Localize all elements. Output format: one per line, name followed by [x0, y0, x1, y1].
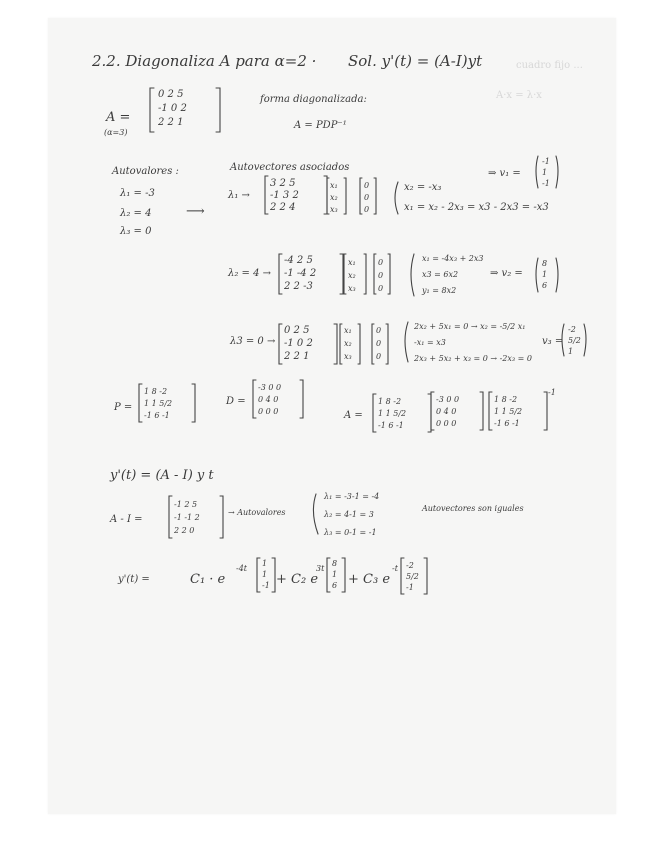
diagonal-form-equation: A = PDP⁻¹ [294, 120, 347, 131]
part2-note: Autovectores son iguales [422, 504, 524, 513]
eigenvalue-1: λ₁ = -3 [120, 188, 155, 199]
eigvec2-lambda: λ₂ = 4 → [228, 268, 272, 279]
eigvec2-zero-vector: 0 0 0 [378, 258, 384, 293]
eigvec1-zero-vector: 0 0 0 [364, 181, 370, 214]
eigvec3-matrix: 0 2 5 -1 0 2 2 2 1 [284, 325, 313, 362]
part2-a-minus-i-matrix: -1 2 5 -1 -1 2 2 2 0 [174, 500, 200, 535]
eigvec1-v-label: ⇒ v₁ = [488, 168, 521, 179]
notebook-page [48, 18, 616, 814]
matrix-a-label: A = [106, 110, 131, 125]
inverse-exponent: -1 [548, 388, 556, 397]
part2-eigenvalue-2: λ₂ = 4-1 = 3 [324, 510, 374, 519]
eigvec1-v-vector: -1 1 -1 [542, 157, 550, 188]
eigvec3-x-vector: x₁ x₂ x₃ [344, 326, 352, 361]
eigvec3-system-1: 2x₂ + 5x₁ = 0 → x₂ = -5/2 x₁ [414, 322, 526, 331]
term3-exponent: -t [392, 564, 398, 573]
matrix-a-right-bracket [216, 88, 220, 132]
part2-title: y'(t) = (A - I) y t [110, 468, 214, 483]
alpha-condition: (α=3) [104, 128, 128, 137]
eigvec3-system-2: -x₁ = x3 [414, 338, 446, 347]
eigvec1-system-2: x₁ = x₂ - 2x₃ = x3 - 2x3 = -x3 [404, 202, 549, 213]
eigenvectors-label: Autovectores asociados [230, 162, 350, 173]
matrix-a-left-bracket [150, 88, 154, 132]
eigvec3-v-label: v₃ = [542, 336, 564, 347]
eigvec3-lambda: λ3 = 0 → [230, 336, 276, 347]
term1-coefficient: C₁ · e [190, 572, 226, 587]
eigvec3-system-3: 2x₃ + 5x₂ + x₃ = 0 → -2x₃ = 0 [414, 354, 532, 363]
solution-line: Sol. y'(t) = (A-I)yt [348, 52, 483, 70]
matrix-d-body: -3 0 0 0 4 0 0 0 0 [258, 383, 282, 416]
part2-eigenvalue-3: λ₃ = 0-1 = -1 [324, 528, 377, 537]
eigvec1-matrix: 3 2 5 -1 3 2 2 2 4 [270, 178, 299, 213]
eigenvalue-3: λ₃ = 0 [120, 226, 152, 237]
part2-a-minus-i-label: A - I = [110, 514, 143, 525]
eigenvalue-2: λ₂ = 4 [120, 208, 152, 219]
exercise-title: 2.2. Diagonaliza A para α=2 · [92, 52, 317, 70]
a-decomposition-label: A = [344, 410, 363, 421]
term2-exponent: 3t [316, 564, 325, 573]
a-decomposition-d: -3 0 0 0 4 0 0 0 0 [436, 395, 460, 428]
eigvec2-system-2: x3 = 6x2 [422, 270, 459, 279]
handwritten-strokes [48, 18, 616, 814]
term1-exponent: -4t [236, 564, 248, 573]
term2-coefficient: + C₂ e [276, 572, 319, 587]
eigvec2-v-label: ⇒ v₂ = [490, 268, 523, 279]
a-decomposition-p: 1 8 -2 1 1 5/2 -1 6 -1 [378, 397, 407, 430]
eigvec1-system-1: x₂ = -x₃ [404, 182, 442, 193]
matrix-p-body: 1 8 -2 1 1 5/2 -1 6 -1 [144, 387, 173, 420]
bleed-through-text-2: A·x = λ·x [496, 90, 542, 101]
diagonal-form-label: forma diagonalizada: [260, 94, 367, 105]
eigvec2-system-1: x₁ = -4x₃ + 2x3 [422, 254, 484, 263]
general-solution-label: y'(t) = [118, 574, 150, 585]
part2-eigenvalue-1: λ₁ = -3-1 = -4 [324, 492, 380, 501]
eigenvalues-arrow: ⟶ [186, 204, 205, 219]
term2-vector: 8 1 6 [332, 559, 338, 590]
term3-vector: -2 5/2 -1 [406, 561, 419, 592]
matrix-d-label: D = [226, 396, 246, 407]
matrix-a-body: 0 2 5 -1 0 2 2 2 1 [158, 89, 187, 128]
term1-vector: 1 1 -1 [262, 559, 270, 590]
term3-coefficient: + C₃ e [348, 572, 391, 587]
matrix-p-label: P = [114, 402, 133, 413]
eigvec3-v-vector: -2 5/2 1 [568, 325, 581, 356]
eigvec1-lambda: λ₁ → [228, 190, 250, 201]
eigenvalues-label: Autovalores : [112, 166, 179, 177]
eigvec2-matrix: -4 2 5 -1 -4 2 2 2 -3 [284, 255, 317, 292]
eigvec1-x-vector: x₁ x₂ x₃ [330, 181, 338, 214]
eigvec2-system-3: y₁ = 8x2 [422, 286, 457, 295]
a-decomposition-p-inverse: 1 8 -2 1 1 5/2 -1 6 -1 [494, 395, 523, 428]
eigvec2-x-vector: x₁ x₂ x₃ [348, 258, 356, 293]
part2-eigenvalues-arrow: → Autovalores [228, 508, 286, 517]
eigvec3-zero-vector: 0 0 0 [376, 326, 382, 361]
bleed-through-text-1: cuadro fijo ... [516, 60, 583, 71]
eigvec2-v-vector: 8 1 6 [542, 259, 548, 290]
